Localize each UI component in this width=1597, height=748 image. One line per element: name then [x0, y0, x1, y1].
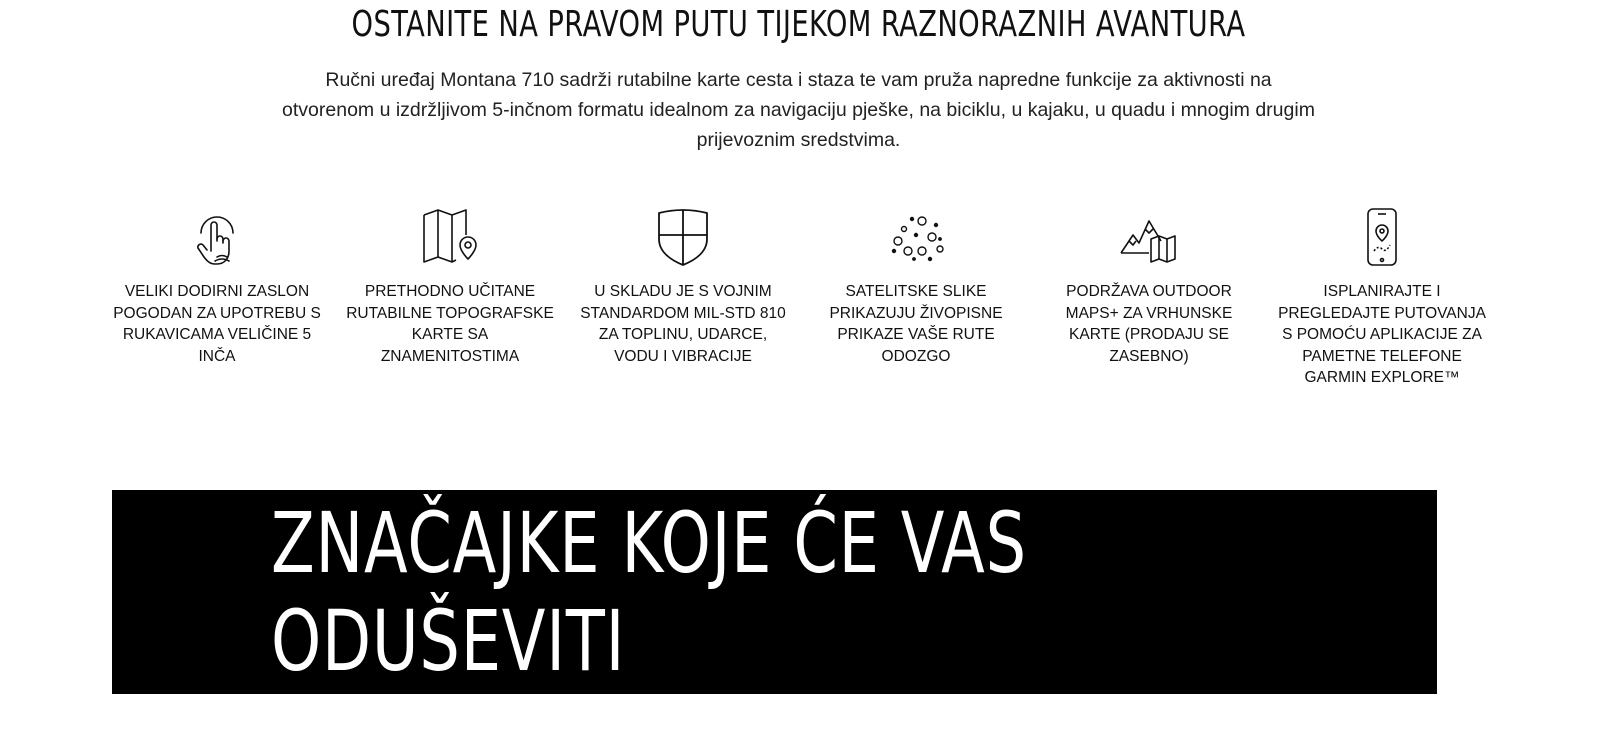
- banner-title: ZNAČAJKE KOJE ĆE VAS ODUŠEVITI: [271, 494, 1027, 690]
- shield-icon: [651, 205, 715, 269]
- touch-screen-icon: [185, 205, 249, 269]
- section-headline: OSTANITE NA PRAVOM PUTU TIJEKOM RAZNORAZNIH AVANTURA: [351, 4, 1246, 45]
- feature-item-mil-std: [578, 205, 788, 389]
- features-banner: [112, 490, 1437, 694]
- mountain-map-icon: [1117, 205, 1181, 269]
- feature-item-outdoor-maps: [1044, 205, 1254, 389]
- feature-text: U SKLADU JE S VOJNIM STANDARDOM MIL-STD 810 ZA TOPLINU, UDARCE, VODU I VIBRACIJE: [580, 283, 786, 365]
- feature-list: [112, 205, 1487, 389]
- intro-paragraph: Ručni uređaj Montana 710 sadrži rutabilne karte cesta i staza te vam pruža napredne funkcije za aktivnosti na otvorenom u izdržljivom 5-inčnom formatu idealnom za navigaciju pješke, na biciklu, u kajaku, u quadu i mnogim drugim prijevoznim sredstvima.: [282, 69, 1315, 151]
- satellite-dots-icon: [884, 205, 948, 269]
- feature-text: ISPLANIRAJTE I PREGLEDAJTE PUTOVANJA S POMOĆU APLIKACIJE ZA PAMETNE TELEFONE GARMIN EXPLORE™: [1278, 283, 1486, 386]
- smartphone-pin-icon: [1350, 205, 1414, 269]
- feature-text: PRETHODNO UČITANE RUTABILNE TOPOGRAFSKE KARTE SA ZNAMENITOSTIMA: [346, 283, 554, 365]
- feature-item-satellite: [811, 205, 1021, 389]
- map-pin-icon: [418, 205, 482, 269]
- feature-item-touch-screen: [112, 205, 322, 389]
- feature-text: PODRŽAVA OUTDOOR MAPS+ ZA VRHUNSKE KARTE (PRODAJU SE ZASEBNO): [1065, 283, 1233, 365]
- feature-item-explore-app: [1277, 205, 1487, 389]
- feature-text: SATELITSKE SLIKE PRIKAZUJU ŽIVOPISNE PRIKAZE VAŠE RUTE ODOZGO: [829, 283, 1003, 365]
- feature-item-topo-maps: [345, 205, 555, 389]
- feature-text: VELIKI DODIRNI ZASLON POGODAN ZA UPOTREBU S RUKAVICAMA VELIČINE 5 INČA: [113, 283, 321, 365]
